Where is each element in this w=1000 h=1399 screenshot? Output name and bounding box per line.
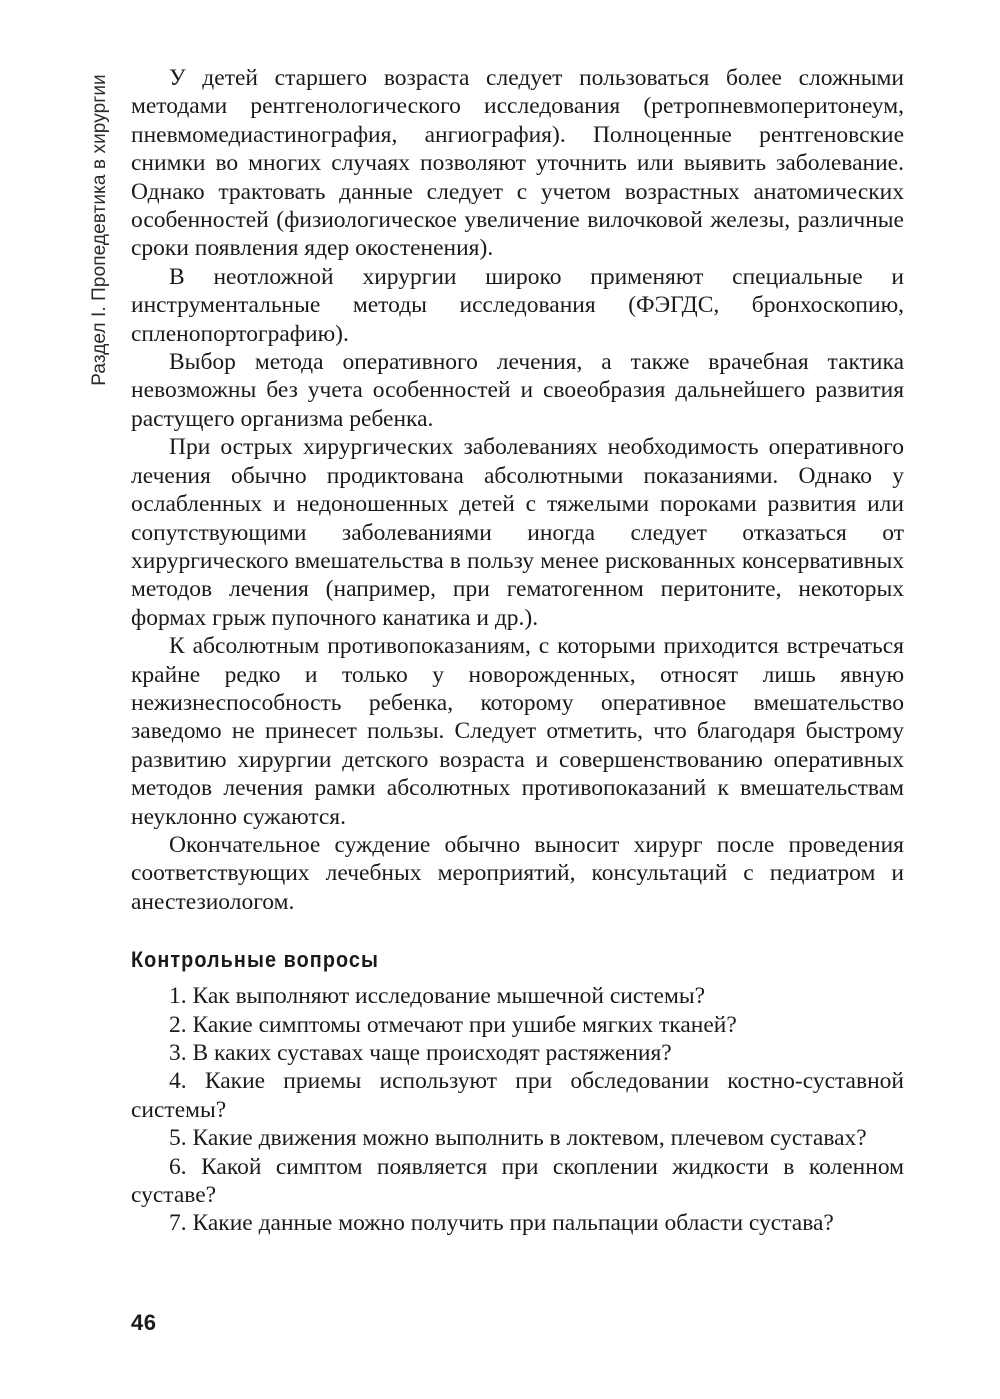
question-item: 5. Какие движения можно выполнить в локтевом, плечевом суставах? [169,1125,867,1152]
question-item: 1. Как выполняют исследование мышечной системы? [169,983,706,1010]
question-item: 6. Какой симптом появляется при скоплении жидкости в коленном суставе? [131,1153,904,1209]
page-number: 46 [131,1310,157,1335]
paragraph: Выбор метода оперативного лечения, а также врачебная тактика невозможны без учета особенностей и своеобразия дальнейшего развития растущего организма ребенка. [131,349,904,432]
running-head-text: Раздел I. Пропедевтика в хирургии [89,74,110,386]
paragraph: У детей старшего возраста следует пользоваться более сложными методами рентгенологического исследования (ретропневмоперитонеум, пневмомедиастинография, ангиография). Полноценные рентгеновские снимки во многих случаях позволяют уточнить или выявить заболевание. Однако трактовать данные следует с учетом возрастных анатомических особенностей (физиологическое увеличение вилочковой железы, различные сроки появления ядер окостенения). [131,65,904,262]
section-title: Контрольные вопросы [131,947,380,973]
question-item: 2. Какие симптомы отмечают при ушибе мягких тканей? [169,1011,737,1038]
question-list [131,982,904,1238]
question-item: 7. Какие данные можно получить при пальпации области сустава? [169,1210,834,1237]
page-body [131,64,904,1238]
paragraph: При острых хирургических заболеваниях необходимость оперативного лечения обычно продиктована абсолютными показаниями. Однако у ослабленных и недоношенных детей с тяжелыми пороками развития или сопутствующими заболеваниями иногда следует отказаться от хирургического вмешательства в пользу менее рискованных консервативных методов лечения (например, при гематогенном перитоните, некоторых формах грыж пупочного канатика и др.). [131,434,904,631]
paragraph: Окончательное суждение обычно выносит хирург после проведения соответствующих лечебных мероприятий, консультаций с педиатром и анестезиологом. [131,831,904,915]
question-item: 3. В каких суставах чаще происходят растяжения? [169,1040,672,1066]
question-item: 4. Какие приемы используют при обследовании костно-суставной системы? [131,1068,904,1123]
paragraph: К абсолютным противопоказаниям, с которыми приходится встречаться крайне редко и только у новорожденных, относят лишь явную нежизнеспособность ребенка, которому оперативное вмешательство заведомо не принесет пользы. Следует отметить, что благодаря быстрому развитию хирургии детского возраста и совершенствованию оперативных методов лечения рамки абсолютных противопоказаний к вмешательствам неуклонно сужаются. [131,633,904,830]
paragraph: В неотложной хирургии широко применяют специальные и инструментальные методы исследования (ФЭГДС, бронхоскопию, спленопортографию). [131,263,904,347]
